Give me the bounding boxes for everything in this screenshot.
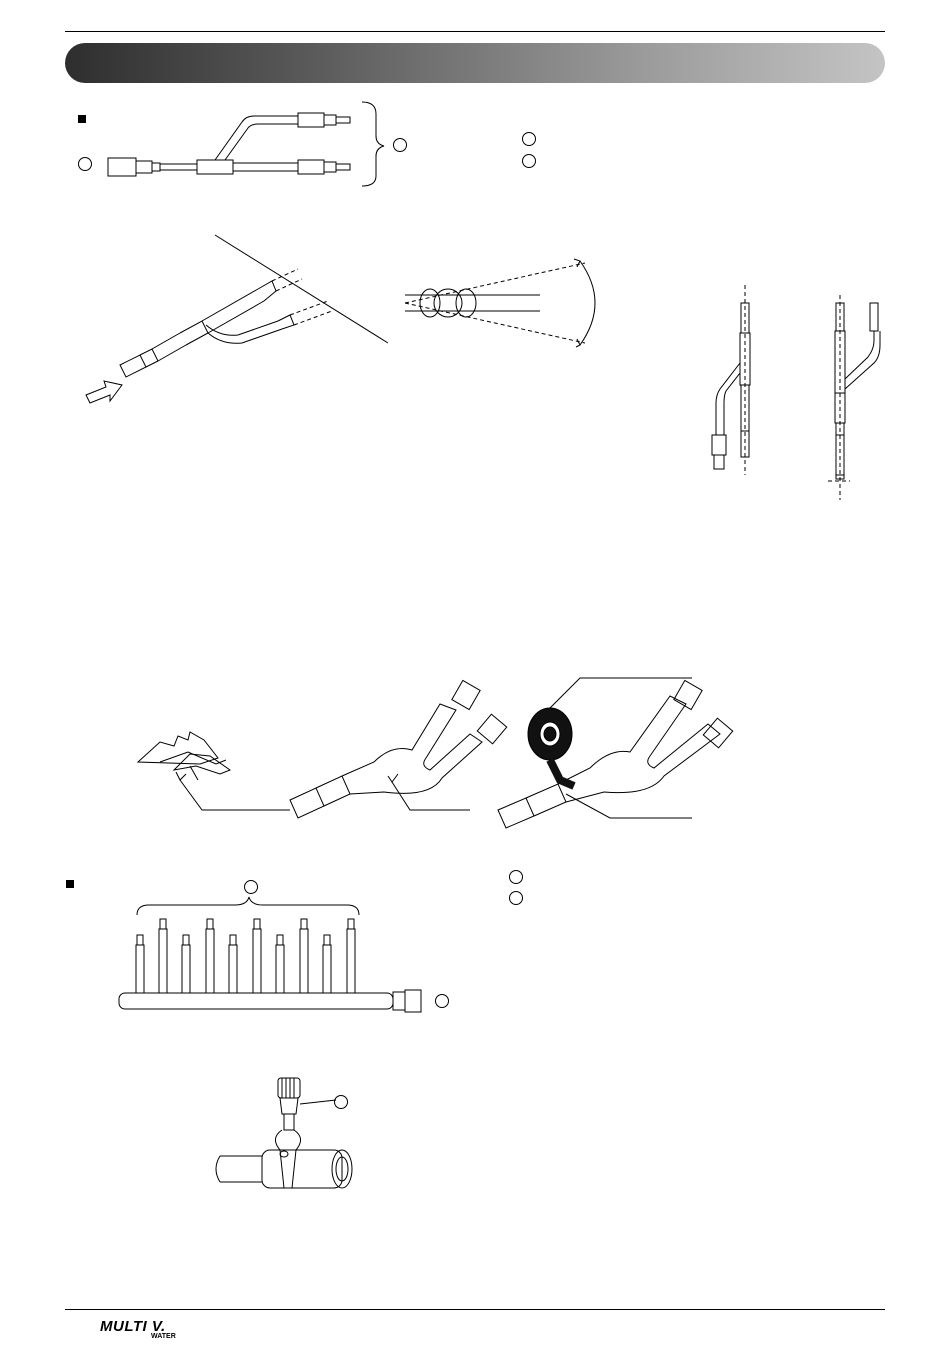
y-branch-bullet (78, 115, 86, 123)
y-branch-pipe-drawing (100, 100, 420, 190)
insulation-cover-drawing (130, 670, 710, 840)
branch-angle-drawing (400, 255, 610, 355)
top-rule (65, 31, 885, 32)
bottom-rule (65, 1309, 885, 1310)
legend-circle-1 (522, 132, 536, 146)
legend-circle-4 (509, 891, 523, 905)
header-manifold-drawing (115, 895, 435, 1020)
branch-install-drawing (80, 225, 400, 405)
callout-circle-b (393, 138, 407, 152)
pipe-clamp-drawing (210, 1070, 370, 1200)
callout-circle-d (435, 994, 449, 1008)
section-title-bar (65, 43, 885, 83)
callout-circle-c (244, 880, 258, 894)
callout-circle-a (78, 157, 92, 171)
brand-logo: MULTI V. (100, 1318, 166, 1335)
vertical-branch-drawing (690, 285, 890, 505)
legend-circle-2 (522, 154, 536, 168)
brand-logo-sub: WATER (151, 1333, 176, 1340)
header-bullet (66, 880, 74, 888)
legend-circle-3 (509, 870, 523, 884)
